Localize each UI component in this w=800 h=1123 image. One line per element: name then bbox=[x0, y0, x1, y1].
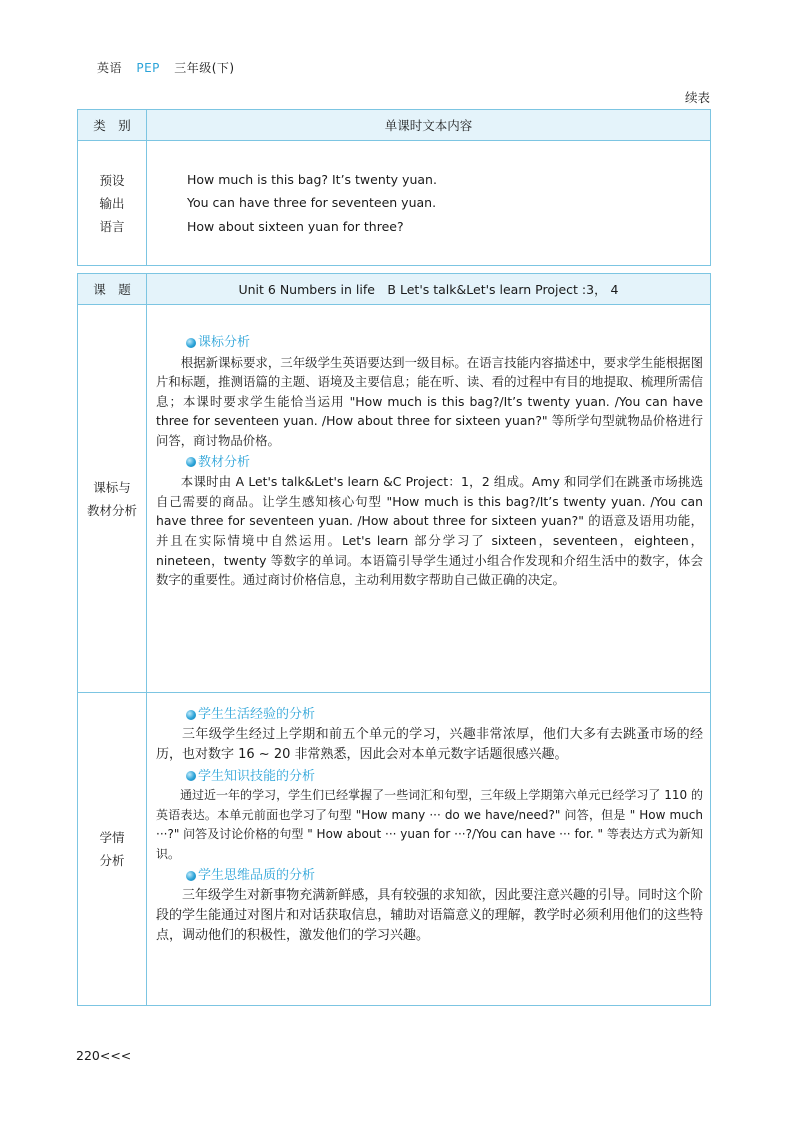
bullet-icon bbox=[186, 871, 196, 881]
section-title: 课标分析 bbox=[186, 333, 703, 353]
continued-label: 续表 bbox=[684, 90, 710, 105]
section-title: 教材分析 bbox=[186, 453, 703, 473]
page-number: 220<<< bbox=[76, 1048, 132, 1063]
header-edition: PEP bbox=[136, 61, 160, 75]
bullet-icon bbox=[186, 771, 196, 781]
topic-label: 课 题 bbox=[78, 274, 147, 305]
curriculum-analysis-cell bbox=[147, 305, 711, 693]
paragraph: 三年级学生对新事物充满新鲜感，具有较强的求知欲，因此要注意兴趣的引导。同时这个阶段的学生能通过对图片和对话获取信息，辅助对语篇意义的理解，教学时必须利用他们的这些特点，调动他们的积极性，激发他们的学习兴趣。 bbox=[156, 887, 703, 943]
paragraph: 三年级学生经过上学期和前五个单元的学习，兴趣非常浓厚，他们大多有去跳蚤市场的经历，也对数字 16 ~ 20 非常熟悉，因此会对本单元数字话题很感兴趣。 bbox=[156, 726, 703, 762]
running-header bbox=[97, 59, 235, 76]
preset-output-label: 预设 输出 语言 bbox=[78, 141, 147, 266]
sentence-list bbox=[147, 141, 711, 266]
section-title: 学生知识技能的分析 bbox=[186, 767, 703, 787]
header-subject: 英语 bbox=[97, 61, 123, 75]
sentence: How about sixteen yuan for three? bbox=[187, 218, 404, 234]
section-title: 学生思维品质的分析 bbox=[186, 866, 703, 886]
bullet-icon bbox=[186, 457, 196, 467]
category-header: 类 别 bbox=[78, 110, 147, 141]
paragraph: 根据新课标要求，三年级学生英语要达到一级目标。在语言技能内容描述中，要求学生能根据图片和标题，推测语篇的主题、语境及主要信息；能在听、读、看的过程中有目的地提取、梳理所需信息；本课时要求学生能恰当运用 "How much is this bag?/It’s twenty yuan. /You can have three for seventeen yuan. /How about three for sixteen yuan?" 等所学句型就物品价格进行问答，商讨物品价格。 bbox=[156, 354, 703, 448]
language-output-table bbox=[77, 109, 711, 266]
header-grade: 三年级(下) bbox=[174, 61, 235, 75]
sentence: How much is this bag? It’s twenty yuan. bbox=[187, 171, 437, 187]
bullet-icon bbox=[186, 710, 196, 720]
lesson-analysis-table bbox=[77, 273, 711, 1006]
bullet-icon bbox=[186, 338, 196, 348]
content-header: 单课时文本内容 bbox=[147, 110, 711, 141]
paragraph: 本课时由 A Let's talk&Let's learn &C Project：1，2 组成。Amy 和同学们在跳蚤市场挑选自己需要的商品。让学生感知核心句型 "How much is this bag?/It’s twenty yuan. /You can have three for seventeen yuan. /How about three for sixteen yuan?" 的语意及语用功能，并且在实际情境中自然运用。Let's learn 部分学习了 sixteen，seventeen，eighteen，nineteen，twenty 等数字的单词。本语篇引导学生通过小组合作发现和介绍生活中的数字，体会数字的重要性。通过商讨价格信息，主动利用数字帮助自己做正确的决定。 bbox=[156, 474, 703, 588]
section-title: 学生生活经验的分析 bbox=[186, 705, 703, 725]
learner-analysis-label: 学情 分析 bbox=[78, 693, 147, 1006]
curriculum-analysis-label: 课标与 教材分析 bbox=[78, 305, 147, 693]
paragraph: 通过近一年的学习，学生们已经掌握了一些词汇和句型，三年级上学期第六单元已经学习了 110 的英语表达。本单元前面也学习了句型 "How many ··· do we have/need?" 问答，但是 " How much ···?" 问答及讨论价格的句型 " How about ··· yuan for ···?/You can have ··· for. " 等表达方式为新知识。 bbox=[156, 788, 703, 861]
topic-value: Unit 6 Numbers in life B Let's talk&Let's learn Project :3， 4 bbox=[147, 274, 711, 305]
sentence: You can have three for seventeen yuan. bbox=[187, 195, 437, 211]
learner-analysis-cell bbox=[147, 693, 711, 1006]
